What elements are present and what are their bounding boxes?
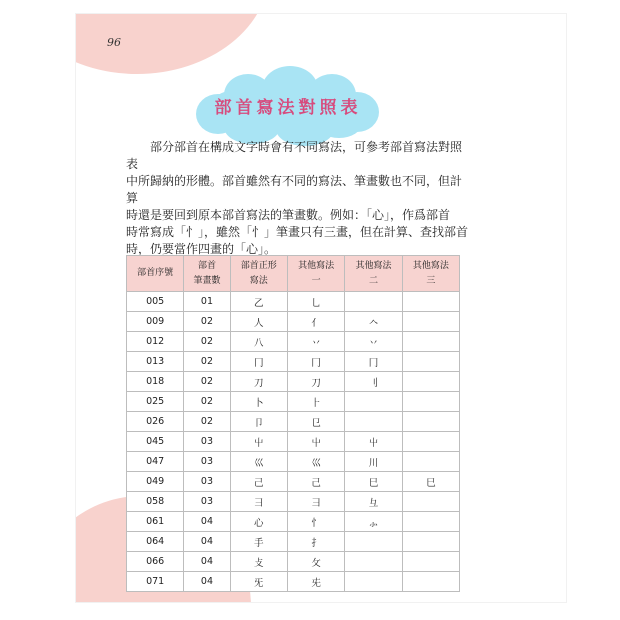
cell-variant-3 [402, 572, 459, 592]
cell-standard-form: 巛 [230, 452, 287, 472]
paragraph-line: 時，仍要當作四畫的「心」。 [126, 242, 277, 256]
cell-stroke-count: 04 [184, 552, 230, 572]
cell-variant-2: ⺗ [345, 512, 402, 532]
header-variant-1: 其他寫法 一 [287, 256, 344, 292]
paragraph-line: 中所歸納的形體。部首雖然有不同的寫法、筆畫數也不同，但計算 [126, 174, 463, 205]
cell-standard-form: 彐 [230, 492, 287, 512]
cell-variant-2: 刂 [345, 372, 402, 392]
table-row [127, 572, 460, 592]
cell-variant-2: 川 [345, 452, 402, 472]
cell-standard-form: 攴 [230, 552, 287, 572]
cell-variant-2 [345, 392, 402, 412]
cell-radical-number: 026 [127, 412, 184, 432]
cell-variant-1: 攵 [287, 552, 344, 572]
cell-variant-1: 忄 [287, 512, 344, 532]
cell-radical-number: 066 [127, 552, 184, 572]
cell-radical-number: 071 [127, 572, 184, 592]
cell-variant-3 [402, 552, 459, 572]
table-row [127, 472, 460, 492]
page-title: 部首寫法對照表 [214, 98, 362, 118]
cell-standard-form: 己 [230, 472, 287, 492]
cell-radical-number: 058 [127, 492, 184, 512]
cell-variant-2 [345, 412, 402, 432]
radical-table-wrapper [126, 255, 460, 592]
cell-variant-2: 冂 [345, 352, 402, 372]
cell-radical-number: 012 [127, 332, 184, 352]
header-variant-2: 其他寫法 二 [345, 256, 402, 292]
cell-variant-2 [345, 572, 402, 592]
cell-variant-3 [402, 292, 459, 312]
table-body [127, 292, 460, 592]
table-row [127, 352, 460, 372]
table-row [127, 512, 460, 532]
cell-stroke-count: 03 [184, 472, 230, 492]
table-row [127, 532, 460, 552]
cell-variant-1: 㔾 [287, 412, 344, 432]
cell-standard-form: 心 [230, 512, 287, 532]
cell-variant-3 [402, 492, 459, 512]
cell-variant-1: 冂 [287, 352, 344, 372]
paragraph-line: 時還是要回到原本部首寫法的筆畫數。例如：「心」，作爲部首 [126, 208, 451, 222]
table-row [127, 452, 460, 472]
cell-variant-3 [402, 412, 459, 432]
cell-standard-form: 屮 [230, 432, 287, 452]
cell-variant-1: 刀 [287, 372, 344, 392]
cell-radical-number: 013 [127, 352, 184, 372]
cell-stroke-count: 01 [184, 292, 230, 312]
cell-stroke-count: 02 [184, 312, 230, 332]
cell-variant-1: 己 [287, 472, 344, 492]
cell-variant-3 [402, 332, 459, 352]
cell-standard-form: 刀 [230, 372, 287, 392]
table-row [127, 292, 460, 312]
header-variant-3: 其他寫法 三 [402, 256, 459, 292]
cell-variant-2: 屮 [345, 432, 402, 452]
cell-variant-1: 乚 [287, 292, 344, 312]
cell-variant-3: 巳 [402, 472, 459, 492]
cell-standard-form: 旡 [230, 572, 287, 592]
cell-variant-1: 扌 [287, 532, 344, 552]
table-row [127, 552, 460, 572]
header-radical-number: 部首序號 [127, 256, 184, 292]
cell-stroke-count: 03 [184, 492, 230, 512]
title-cloud [190, 66, 386, 148]
cell-stroke-count: 03 [184, 452, 230, 472]
header-stroke-count: 部首 筆畫數 [184, 256, 230, 292]
cell-stroke-count: 02 [184, 392, 230, 412]
table-row [127, 492, 460, 512]
cell-radical-number: 045 [127, 432, 184, 452]
cell-standard-form: 人 [230, 312, 287, 332]
cell-variant-1: 丷 [287, 332, 344, 352]
cell-stroke-count: 02 [184, 372, 230, 392]
cell-radical-number: 061 [127, 512, 184, 532]
cell-standard-form: 手 [230, 532, 287, 552]
decorative-top-blob [76, 14, 270, 74]
cell-standard-form: 八 [230, 332, 287, 352]
cell-variant-1: 巛 [287, 452, 344, 472]
cell-variant-2: 丷 [345, 332, 402, 352]
cell-stroke-count: 02 [184, 412, 230, 432]
table-header-row [127, 256, 460, 292]
cell-variant-3 [402, 392, 459, 412]
cell-standard-form: 卜 [230, 392, 287, 412]
cell-variant-2: 巳 [345, 472, 402, 492]
cell-variant-3 [402, 352, 459, 372]
cell-radical-number: 009 [127, 312, 184, 332]
cell-variant-3 [402, 312, 459, 332]
cell-radical-number: 064 [127, 532, 184, 552]
radical-comparison-table [126, 255, 460, 592]
cell-variant-1: 兂 [287, 572, 344, 592]
cell-variant-3 [402, 432, 459, 452]
cell-radical-number: 025 [127, 392, 184, 412]
table-row [127, 432, 460, 452]
cell-stroke-count: 02 [184, 352, 230, 372]
cell-variant-3 [402, 512, 459, 532]
table-row [127, 332, 460, 352]
cell-stroke-count: 04 [184, 532, 230, 552]
cell-stroke-count: 04 [184, 572, 230, 592]
table-row [127, 372, 460, 392]
table-row [127, 392, 460, 412]
cell-radical-number: 049 [127, 472, 184, 492]
cell-standard-form: 冂 [230, 352, 287, 372]
cell-radical-number: 005 [127, 292, 184, 312]
cell-variant-1: 亻 [287, 312, 344, 332]
book-page [76, 14, 566, 602]
intro-paragraph [126, 139, 471, 258]
cell-radical-number: 047 [127, 452, 184, 472]
cell-variant-2 [345, 532, 402, 552]
cell-radical-number: 018 [127, 372, 184, 392]
cell-variant-1: ⺊ [287, 392, 344, 412]
cell-variant-2 [345, 552, 402, 572]
cell-stroke-count: 04 [184, 512, 230, 532]
cell-variant-3 [402, 452, 459, 472]
header-standard-form: 部首正形 寫法 [230, 256, 287, 292]
table-row [127, 312, 460, 332]
cell-variant-1: 屮 [287, 432, 344, 452]
cell-standard-form: 卩 [230, 412, 287, 432]
table-row [127, 412, 460, 432]
cell-variant-3 [402, 532, 459, 552]
paragraph-line: 時常寫成「忄」，雖然「忄」筆畫只有三畫，但在計算、查找部首 [126, 225, 469, 239]
cell-variant-2: 彑 [345, 492, 402, 512]
paragraph-line: 部分部首在構成文字時會有不同寫法，可參考部首寫法對照表 [126, 140, 463, 171]
cell-variant-2 [345, 292, 402, 312]
page-number: 96 [107, 36, 121, 49]
cell-variant-2: 𠆢 [345, 312, 402, 332]
cell-variant-3 [402, 372, 459, 392]
cell-standard-form: 乙 [230, 292, 287, 312]
cell-stroke-count: 03 [184, 432, 230, 452]
cell-variant-1: 彐 [287, 492, 344, 512]
cell-stroke-count: 02 [184, 332, 230, 352]
